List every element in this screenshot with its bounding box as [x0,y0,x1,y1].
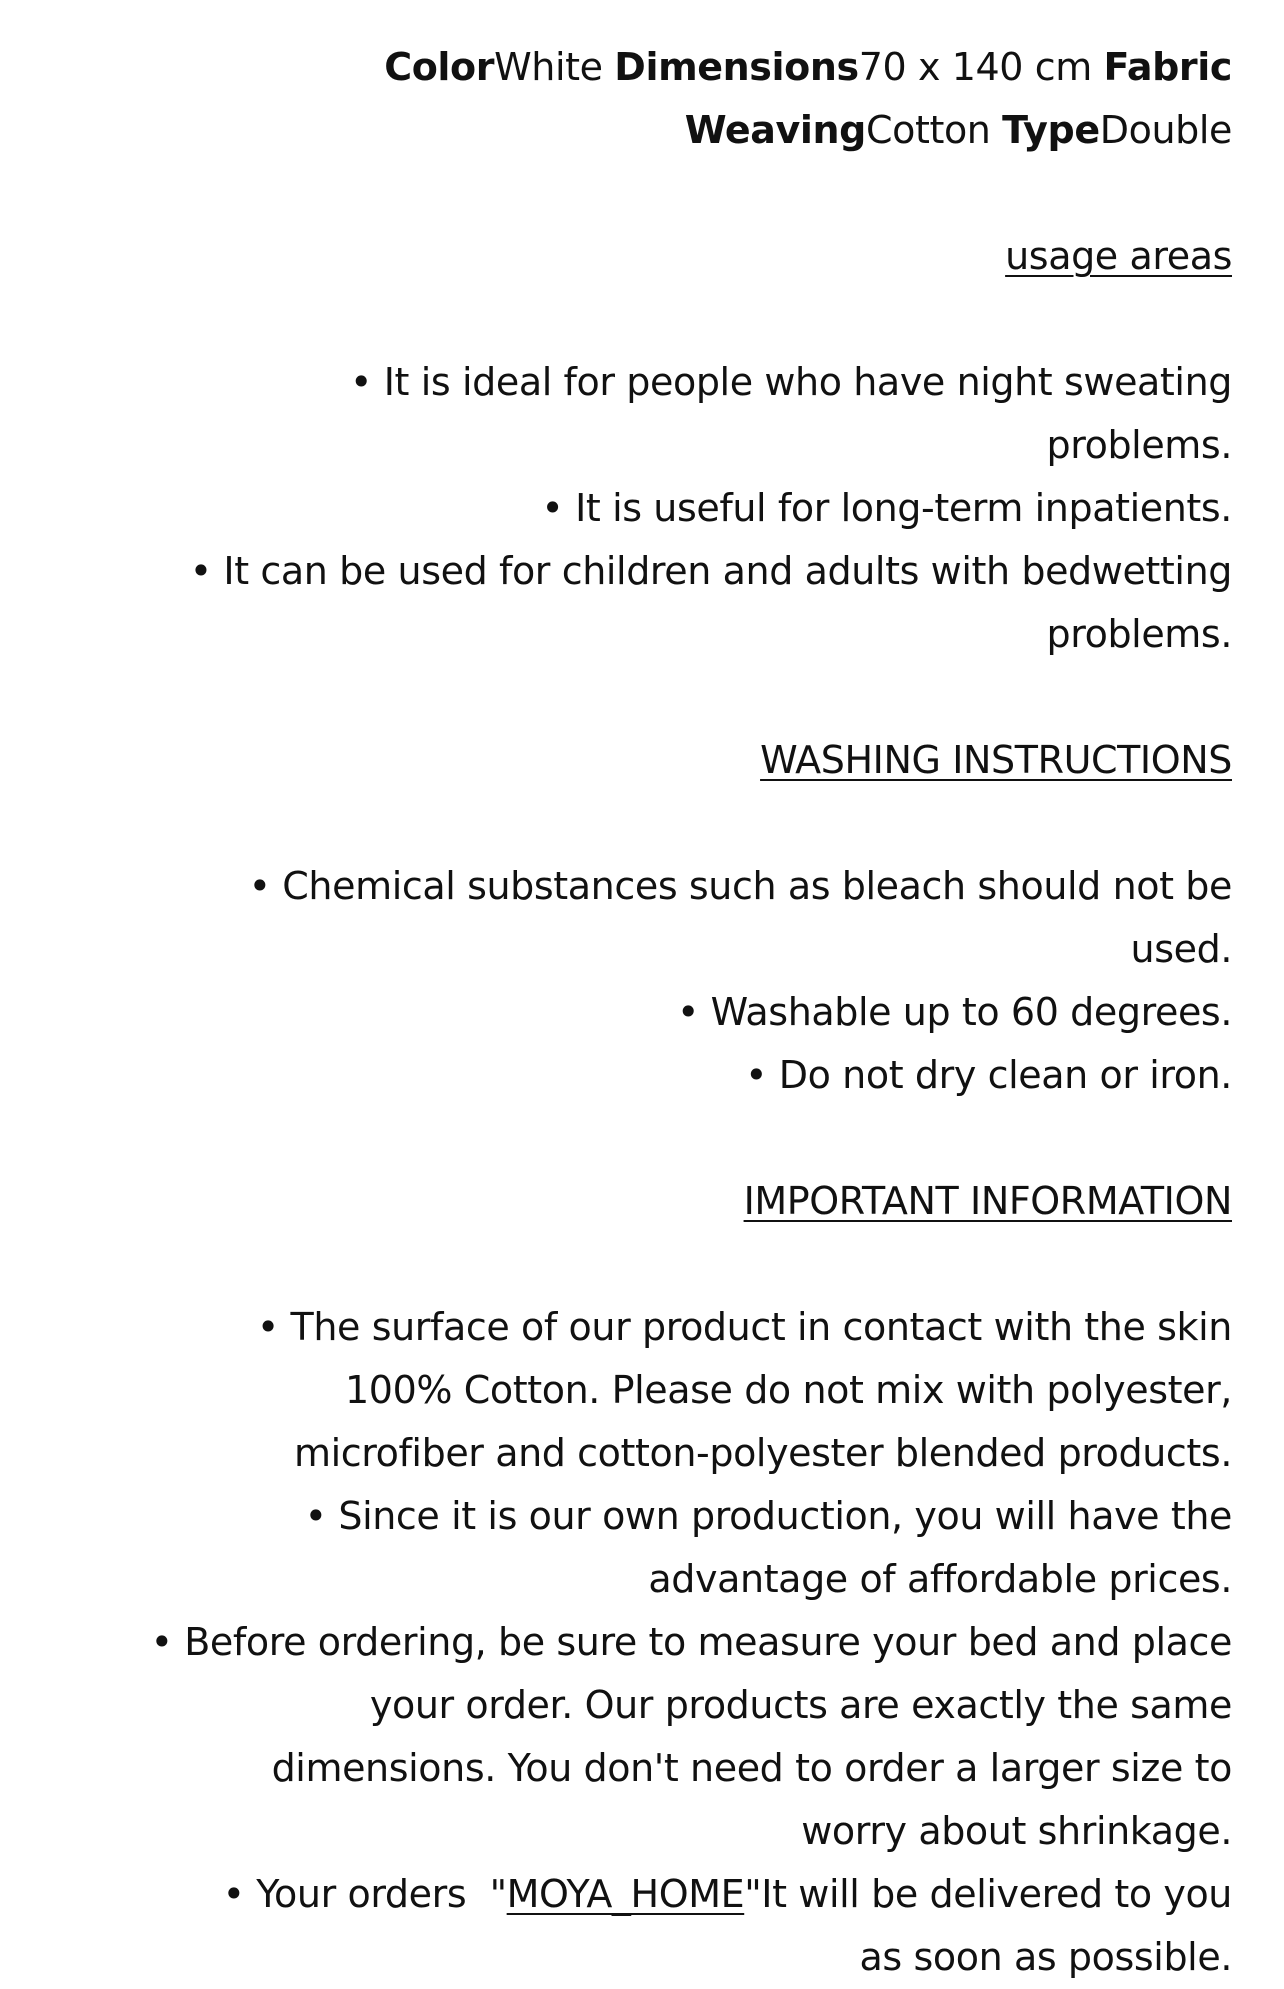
washing-line: used. [1130,927,1232,971]
important-line: 100% Cotton. Please do not mix with polyester, [345,1368,1232,1412]
dimensions-label: Dimensions [614,45,859,89]
delivery-line [40,1863,1232,1926]
important-line: • Since it is our own production, you will have the [304,1494,1232,1538]
important-heading: IMPORTANT INFORMATION [743,1179,1232,1223]
spec-line-1 [40,36,1232,99]
color-value: White [494,45,603,89]
fabric-label: Fabric [1103,45,1232,89]
delivery-prefix: • Your orders " [222,1872,507,1916]
important-line: advantage of affordable prices. [648,1557,1232,1601]
spacer [40,1233,1232,1296]
important-line: • Before ordering, be sure to measure your bed and place [150,1620,1232,1664]
type-value: Double [1099,108,1232,152]
spec-line-2 [40,99,1232,162]
important-line: dimensions. You don't need to order a larger size to [271,1746,1232,1790]
weaving-value: Cotton [865,108,991,152]
brand-link[interactable]: MOYA_HOME [506,1872,745,1916]
spacer [40,666,1232,729]
usage-line: • It can be used for children and adults with bedwetting [189,549,1232,593]
usage-line: • It is ideal for people who have night sweating [350,360,1232,404]
usage-heading: usage areas [1005,234,1232,278]
usage-line: problems. [1046,423,1232,467]
washing-line: • Chemical substances such as bleach should not be [248,864,1232,908]
type-label: Type [1002,108,1100,152]
spacer [40,288,1232,351]
color-label: Color [384,45,495,89]
usage-line: • It is useful for long-term inpatients. [541,486,1232,530]
important-line: your order. Our products are exactly the same [369,1683,1232,1727]
spacer [40,792,1232,855]
weaving-label: Weaving [684,108,866,152]
important-line: • The surface of our product in contact with the skin [256,1305,1232,1349]
important-line: worry about shrinkage. [801,1809,1232,1853]
washing-line: • Washable up to 60 degrees. [676,990,1232,1034]
washing-heading: WASHING INSTRUCTIONS [760,738,1232,782]
spacer [40,162,1232,225]
dimensions-value: 70 x 140 cm [858,45,1092,89]
important-line: microfiber and cotton-polyester blended products. [293,1431,1232,1475]
delivery-suffix: "It will be delivered to you [744,1872,1232,1916]
delivery-end: as soon as possible. [859,1935,1232,1979]
usage-line: problems. [1046,612,1232,656]
washing-line: • Do not dry clean or iron. [745,1053,1232,1097]
spacer [40,1107,1232,1170]
